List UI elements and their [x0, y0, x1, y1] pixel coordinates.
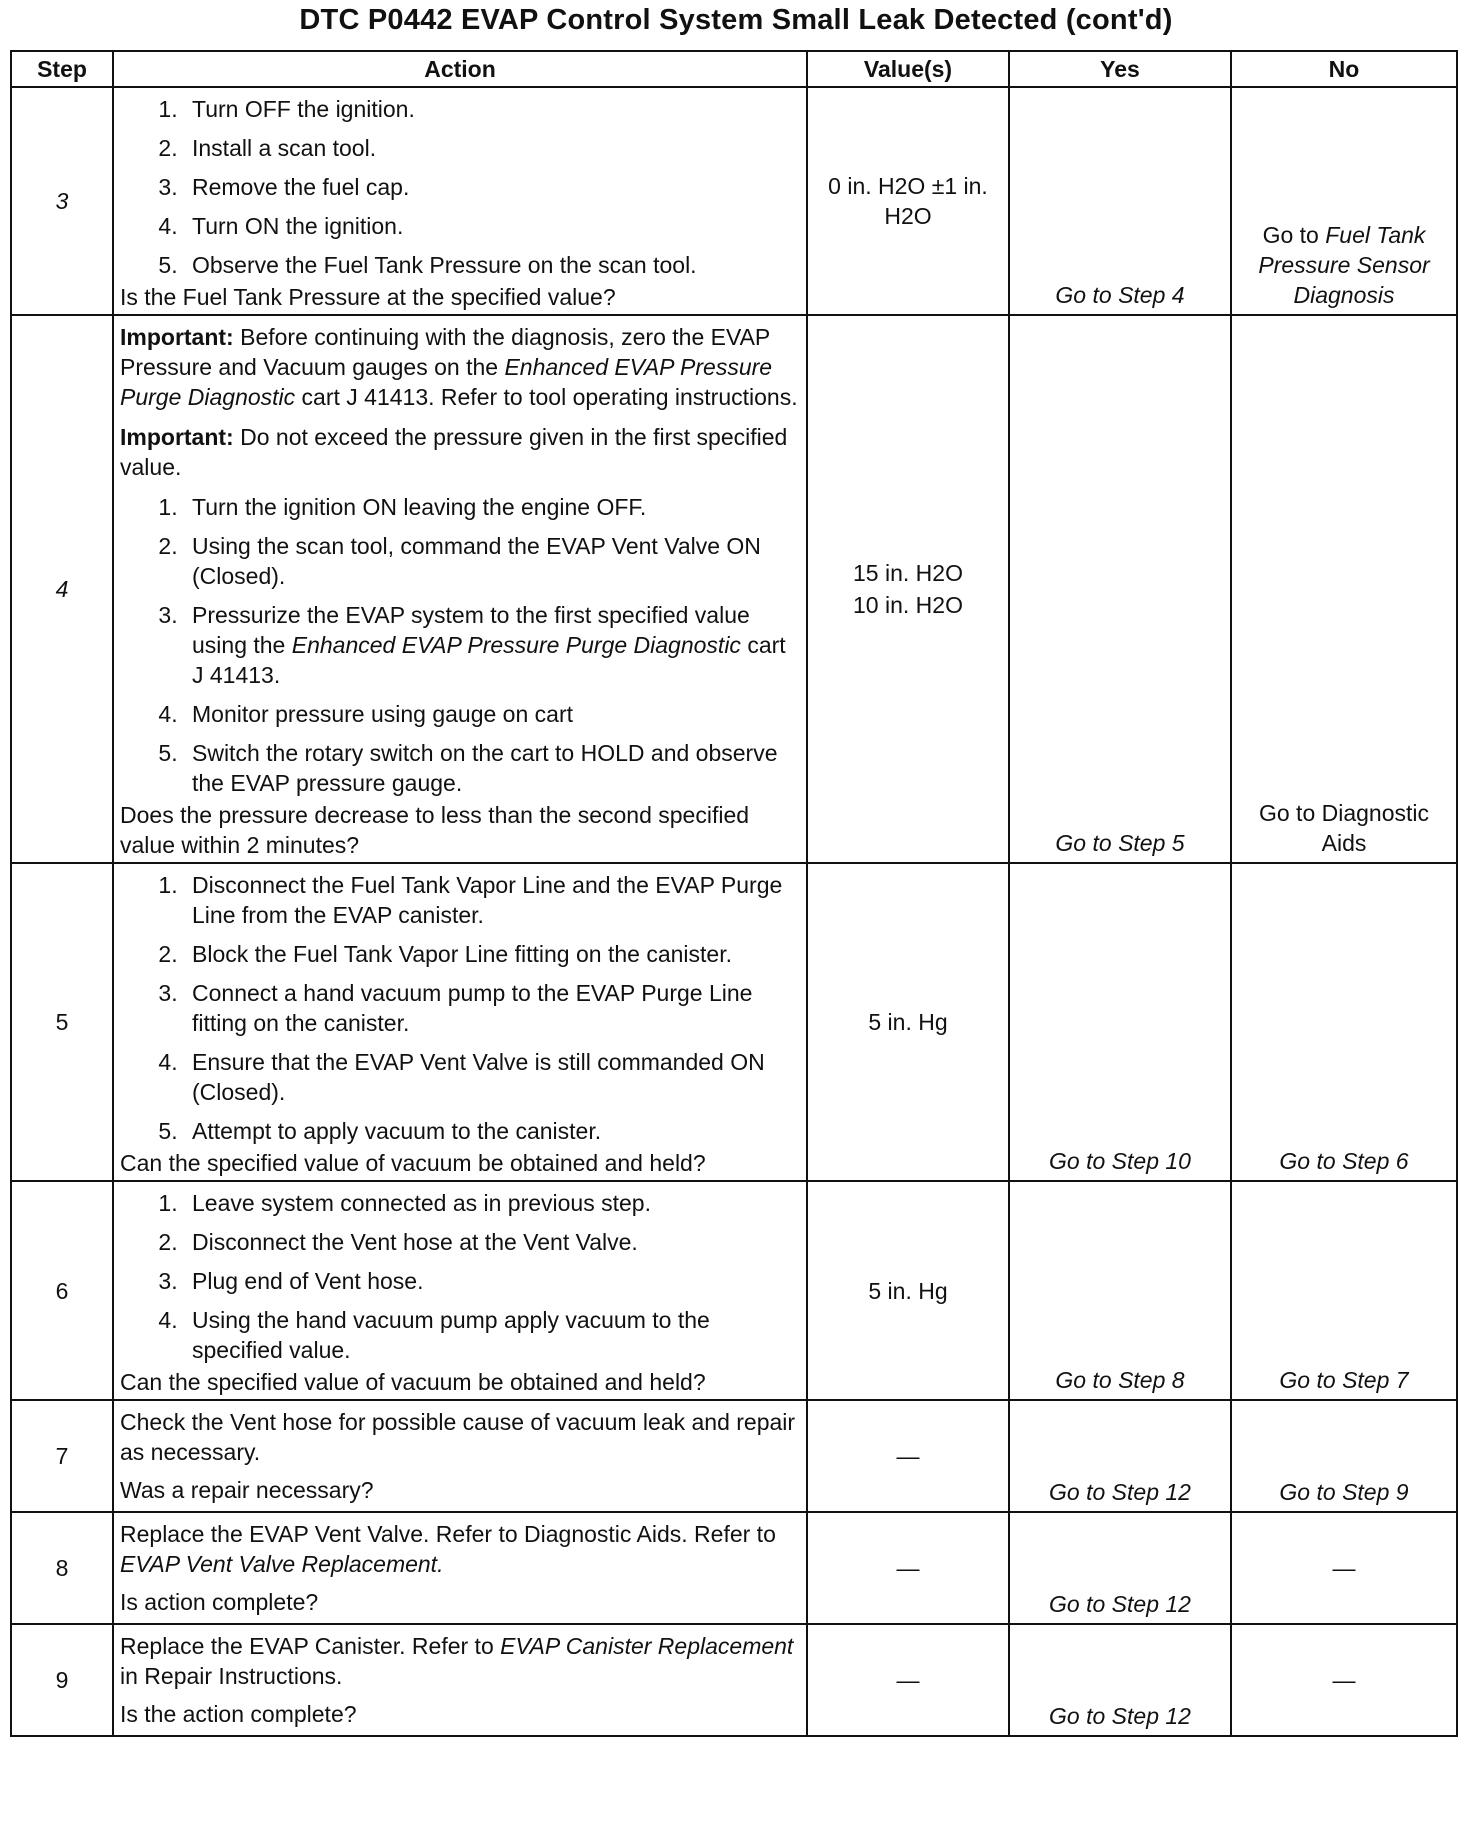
- table-row: [11, 1624, 1457, 1736]
- table-header-row: [11, 51, 1457, 87]
- action-steps: [120, 492, 800, 798]
- no-cell: Go to Step 6: [1231, 863, 1457, 1181]
- action-cell: [113, 315, 807, 863]
- value-cell: [807, 315, 1009, 863]
- important-text: Before continuing with the diagnosis, zero the EVAP Pressure and Vacuum gauges on the: [120, 324, 770, 380]
- action-step: 3. Remove the fuel cap.: [184, 172, 800, 202]
- header-step: Step: [11, 51, 113, 87]
- yes-cell: Go to Step 10: [1009, 863, 1231, 1181]
- action-text-part: Replace the EVAP Canister. Refer to: [120, 1633, 494, 1659]
- action-steps: [120, 870, 800, 1146]
- header-action: Action: [113, 51, 807, 87]
- action-reference: EVAP Canister Replacement: [500, 1633, 794, 1659]
- yes-cell: Go to Step 4: [1009, 87, 1231, 315]
- action-step: 3. Connect a hand vacuum pump to the EVAP Purge Line fitting on the canister.: [184, 978, 800, 1038]
- page-title: DTC P0442 EVAP Control System Small Leak Detected (cont'd): [299, 4, 1173, 36]
- step-text: Pressurize the EVAP system to the first specified value using the: [192, 602, 750, 658]
- diagnostic-table: [10, 50, 1458, 1737]
- no-cell: —: [1231, 1512, 1457, 1624]
- yes-cell: Go to Step 12: [1009, 1400, 1231, 1512]
- important-label: Important:: [120, 424, 234, 450]
- header-values: Value(s): [807, 51, 1009, 87]
- yes-cell: Go to Step 12: [1009, 1624, 1231, 1736]
- action-step: 2. Install a scan tool.: [184, 133, 800, 163]
- no-cell: —: [1231, 1624, 1457, 1736]
- no-cell: Go to Diagnostic Aids: [1231, 315, 1457, 863]
- step-number: 9: [11, 1624, 113, 1736]
- action-question: Can the specified value of vacuum be obtained and held?: [120, 1150, 706, 1176]
- important-note: [120, 422, 800, 482]
- step-number: 5: [11, 863, 113, 1181]
- action-step: 2. Block the Fuel Tank Vapor Line fitting on the canister.: [184, 939, 800, 969]
- value-cell: —: [807, 1400, 1009, 1512]
- action-question: Was a repair necessary?: [120, 1477, 374, 1503]
- table-row: [11, 315, 1457, 863]
- action-text: [120, 1519, 800, 1579]
- action-cell: [113, 1624, 807, 1736]
- value-cell: —: [807, 1624, 1009, 1736]
- no-cell: Go to Step 9: [1231, 1400, 1457, 1512]
- value-cell: —: [807, 1512, 1009, 1624]
- table-row: [11, 863, 1457, 1181]
- action-step: 4. Turn ON the ignition.: [184, 211, 800, 241]
- action-step: 5. Switch the rotary switch on the cart to HOLD and observe the EVAP pressure gauge.: [184, 738, 800, 798]
- action-steps: [120, 1188, 800, 1365]
- action-text-part: in Repair Instructions.: [120, 1663, 343, 1689]
- value-text: 10 in. H2O: [853, 592, 963, 618]
- action-step: 4. Ensure that the EVAP Vent Valve is still commanded ON (Closed).: [184, 1047, 800, 1107]
- step-number: 4: [11, 315, 113, 863]
- table-row: [11, 87, 1457, 315]
- action-step: 1. Leave system connected as in previous step.: [184, 1188, 800, 1218]
- action-cell: [113, 863, 807, 1181]
- important-text: cart J 41413. Refer to tool operating instructions.: [301, 384, 798, 410]
- important-note: [120, 322, 800, 412]
- step-text: cart J 41413.: [192, 632, 786, 688]
- table-row: [11, 1400, 1457, 1512]
- action-text: Check the Vent hose for possible cause of vacuum leak and repair as necessary.: [120, 1409, 796, 1465]
- step-tool-name: Enhanced EVAP Pressure Purge Diagnostic: [291, 632, 741, 658]
- action-cell: [113, 87, 807, 315]
- yes-cell: Go to Step 8: [1009, 1181, 1231, 1400]
- value-cell: 5 in. Hg: [807, 863, 1009, 1181]
- no-prefix: Go to: [1262, 222, 1319, 248]
- action-step: 3. Plug end of Vent hose.: [184, 1266, 800, 1296]
- table-row: [11, 1512, 1457, 1624]
- action-step: 2. Using the scan tool, command the EVAP Vent Valve ON (Closed).: [184, 531, 800, 591]
- action-step: 5. Attempt to apply vacuum to the canister.: [184, 1116, 800, 1146]
- action-reference: EVAP Vent Valve Replacement.: [120, 1551, 444, 1577]
- action-question: Is the Fuel Tank Pressure at the specified value?: [120, 284, 616, 310]
- action-step: 1. Turn the ignition ON leaving the engine OFF.: [184, 492, 800, 522]
- action-step: 1. Disconnect the Fuel Tank Vapor Line and the EVAP Purge Line from the EVAP canister.: [184, 870, 800, 930]
- no-cell: Go to Step 7: [1231, 1181, 1457, 1400]
- action-step: 2. Disconnect the Vent hose at the Vent Valve.: [184, 1227, 800, 1257]
- action-question: Is action complete?: [120, 1589, 319, 1615]
- header-yes: Yes: [1009, 51, 1231, 87]
- yes-cell: Go to Step 12: [1009, 1512, 1231, 1624]
- action-cell: [113, 1400, 807, 1512]
- yes-cell: Go to Step 5: [1009, 315, 1231, 863]
- value-text: 15 in. H2O: [853, 560, 963, 586]
- table-row: [11, 1181, 1457, 1400]
- step-number: 8: [11, 1512, 113, 1624]
- action-step: 4. Using the hand vacuum pump apply vacuum to the specified value.: [184, 1305, 800, 1365]
- important-text: Do not exceed the pressure given in the first specified value.: [120, 424, 788, 480]
- action-question: Is the action complete?: [120, 1701, 357, 1727]
- action-cell: [113, 1512, 807, 1624]
- value-text: 0 in. H2O ±1 in. H2O: [828, 173, 988, 229]
- action-step: 4. Monitor pressure using gauge on cart: [184, 699, 800, 729]
- important-label: Important:: [120, 324, 234, 350]
- action-step: [184, 600, 800, 690]
- action-question: Does the pressure decrease to less than the second specified value within 2 minutes?: [120, 802, 750, 858]
- action-cell: [113, 1181, 807, 1400]
- header-no: No: [1231, 51, 1457, 87]
- action-text: [120, 1631, 800, 1691]
- no-link: Fuel Tank Pressure Sensor Diagnosis: [1258, 222, 1430, 308]
- action-step: 5. Observe the Fuel Tank Pressure on the scan tool.: [184, 250, 800, 280]
- value-cell: [807, 87, 1009, 315]
- important-tool-name: Enhanced EVAP Pressure Purge Diagnostic: [120, 354, 773, 410]
- step-number: 6: [11, 1181, 113, 1400]
- step-number: 7: [11, 1400, 113, 1512]
- action-text-part: Replace the EVAP Vent Valve. Refer to Diagnostic Aids. Refer to: [120, 1521, 776, 1547]
- step-number: 3: [11, 87, 113, 315]
- no-cell: [1231, 87, 1457, 315]
- action-steps: [120, 94, 800, 280]
- action-step: 1. Turn OFF the ignition.: [184, 94, 800, 124]
- value-cell: 5 in. Hg: [807, 1181, 1009, 1400]
- action-question: Can the specified value of vacuum be obtained and held?: [120, 1369, 706, 1395]
